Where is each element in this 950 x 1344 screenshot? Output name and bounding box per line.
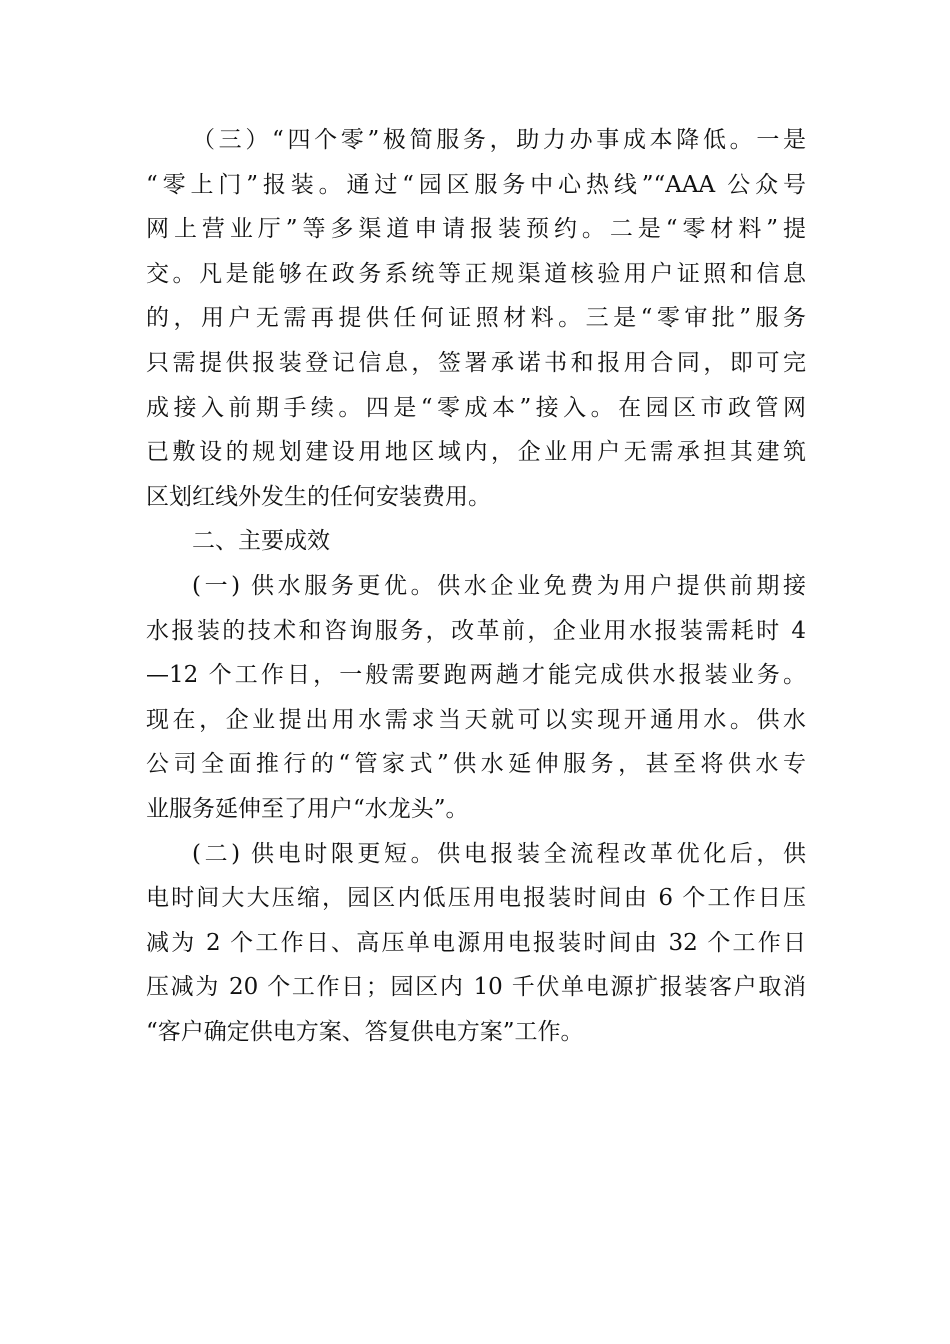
paragraph-3-line-9: 区划红线外发生的任何安装费用。 [146,483,491,510]
paragraph-3-line-8: 已敷设的规划建设用地区域内，企业用户无需承担其建筑 [146,439,806,466]
paragraph-water-line-6: 业服务延伸至了用户“水龙头”。 [146,795,469,822]
paragraph-power-line-2: 电时间大大压缩，园区内低压用电报装时间由 6 个工作日压 [146,885,806,912]
paragraph-3-line-2: “零上门”报装。通过“园区服务中心热线”“AAA 公众号 [146,171,806,198]
section-heading: 二、主要成效 [192,528,330,555]
paragraph-3-line-3: 网上营业厅”等多渠道申请报装预约。二是“零材料”提 [146,216,806,243]
paragraph-power-line-3: 减为 2 个工作日、高压单电源用电报装时间由 32 个工作日 [146,929,806,956]
paragraph-water-line-1: (一) 供水服务更优。供水企业免费为用户提供前期接 [192,572,806,599]
paragraph-power-line-5: “客户确定供电方案、答复供电方案”工作。 [146,1018,584,1045]
paragraph-water-line-3: —12 个工作日，一般需要跑两趟才能完成供水报装业务。 [146,662,806,689]
paragraph-water-line-5: 公司全面推行的“管家式”供水延伸服务，甚至将供水专 [146,751,806,778]
paragraph-water-line-2: 水报装的技术和咨询服务，改革前，企业用水报装需耗时 4 [146,617,806,644]
paragraph-power-line-4: 压减为 20 个工作日；园区内 10 千伏单电源扩报装客户取消 [146,974,806,1001]
document-body [146,118,806,1054]
paragraph-water-line-4: 现在，企业提出用水需求当天就可以实现开通用水。供水 [146,706,806,733]
paragraph-3-line-7: 成接入前期手续。四是“零成本”接入。在园区市政管网 [146,394,806,421]
paragraph-3-line-5: 的，用户无需再提供任何证照材料。三是“零审批”服务 [146,305,806,332]
paragraph-3-line-6: 只需提供报装登记信息，签署承诺书和报用合同，即可完 [146,349,806,376]
paragraph-power-line-1: (二) 供电时限更短。供电报装全流程改革优化后，供 [192,840,806,867]
paragraph-3-line-1: （三）“四个零”极简服务，助力办事成本降低。一是 [192,127,806,153]
paragraph-3-line-4: 交。凡是能够在政务系统等正规渠道核验用户证照和信息 [146,260,806,287]
